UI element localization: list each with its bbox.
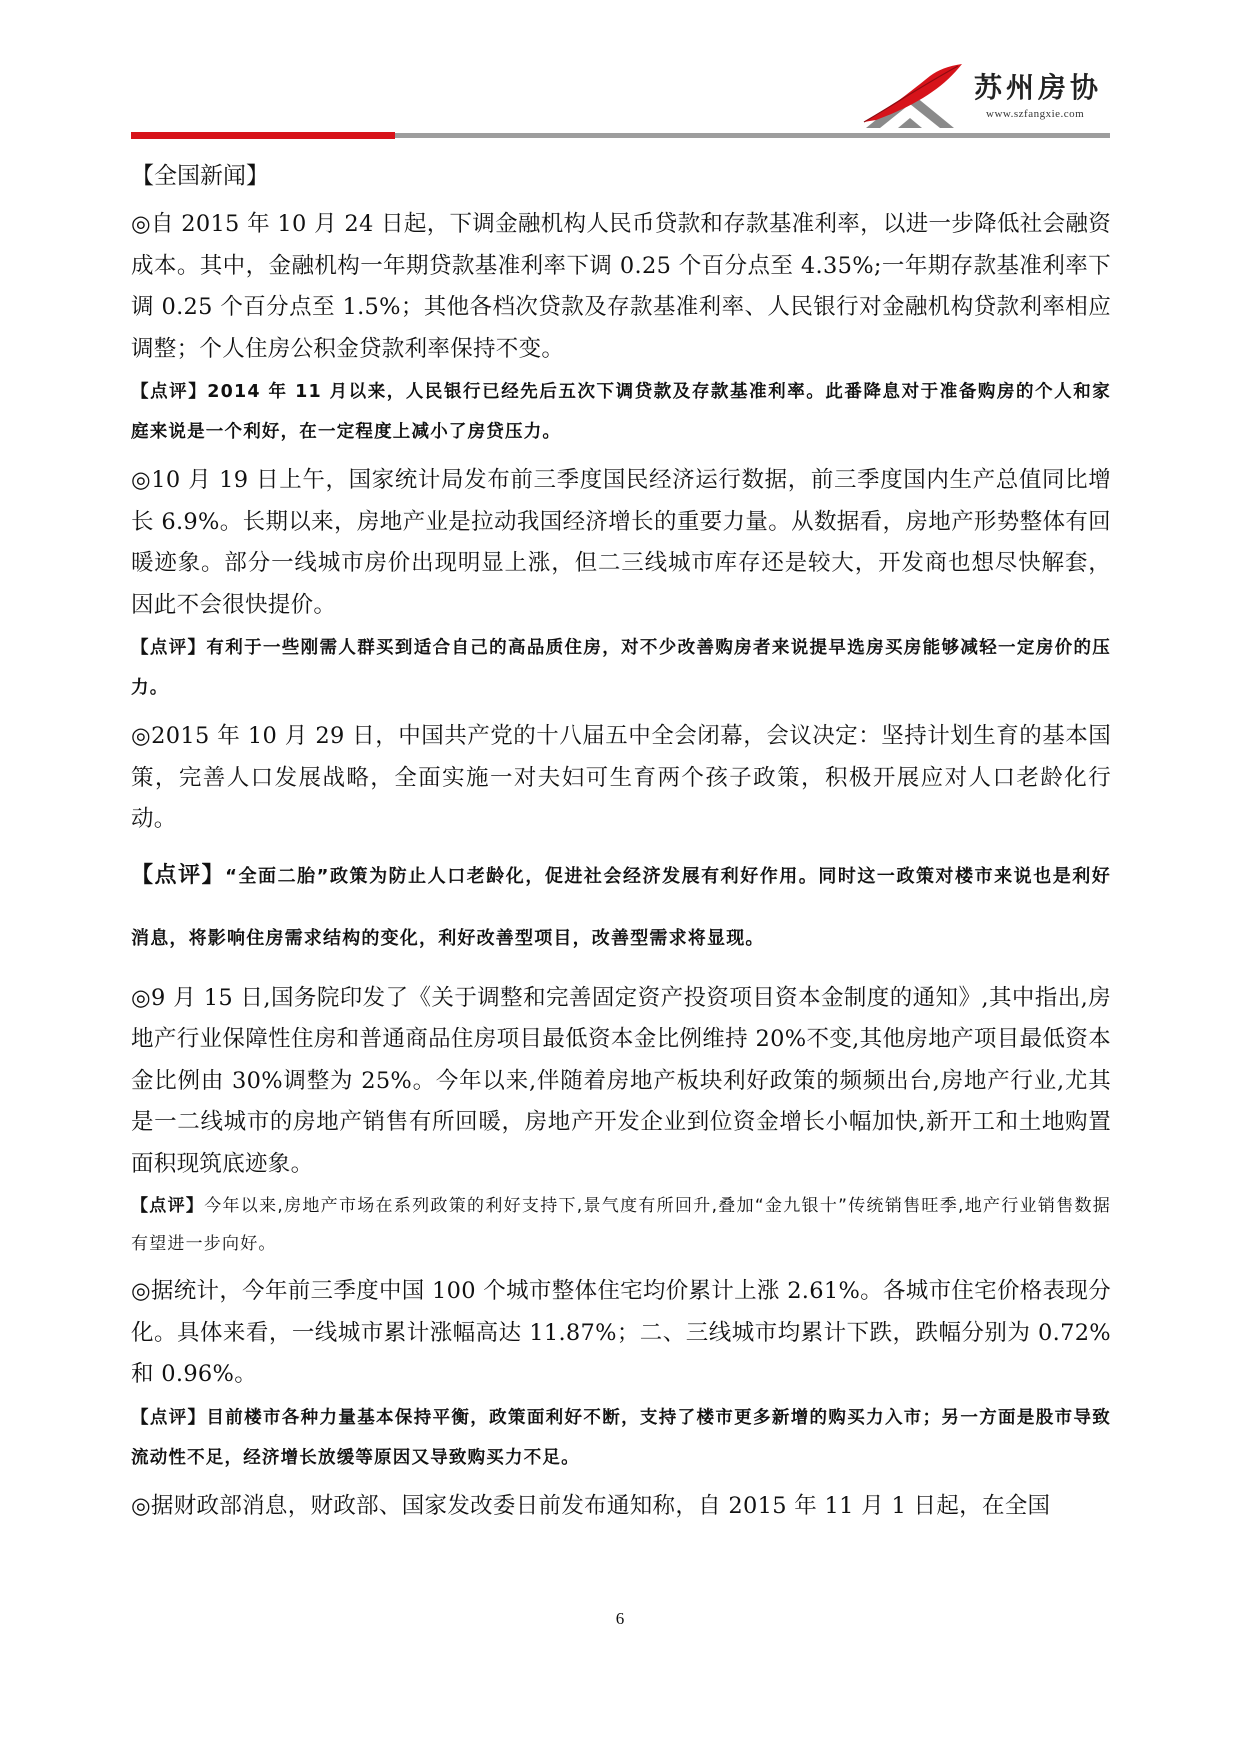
brand-name: 苏州房协 (974, 71, 1103, 104)
brand-url: www.szfangxie.com (986, 108, 1085, 120)
section-title: 【全国新闻】 (131, 163, 269, 189)
comment-tag: 【点评】 (131, 1407, 207, 1428)
comment-tag: 【点评】 (131, 862, 226, 888)
news-comment (131, 628, 1111, 708)
news-comment (131, 372, 1111, 452)
comment-text: 今年以来,房地产市场在系列政策的利好支持下,景气度有所回升,叠加“金九银十”传统销售旺季,地产行业销售数据有望进一步向好。 (131, 1196, 1111, 1254)
news-paragraph: ◎2015 年 10 月 29 日，中国共产党的十八届五中全会闭幕，会议决定：坚持计划生育的基本国策，完善人口发展战略，全面实施一对夫妇可生育两个孩子政策，积极开展应对人口老龄化行动。 (131, 723, 1111, 832)
comment-tag: 【点评】 (131, 382, 208, 402)
news-paragraph: ◎据统计，今年前三季度中国 100 个城市整体住宅均价累计上涨 2.61%。各城市住宅价格表现分化。具体来看，一线城市累计涨幅高达 11.87%；二、三线城市均累计下跌，跌幅分别为 0.72%和 0.96%。 (131, 1278, 1111, 1387)
news-paragraph: ◎9 月 15 日,国务院印发了《关于调整和完善固定资产投资项目资本金制度的通知》,其中指出,房地产行业保障性住房和普通商品住房项目最低资本金比例维持 20%不变,其他房地产项目最低资本金比例由 30%调整为 25%。今年以来,伴随着房地产板块利好政策的频频出台,房地产行业,尤其是一二线城市的房地产销售有所回暖，房地产开发企业到位资金增长小幅加快,新开工和土地购置面积现筑底迹象。 (131, 984, 1111, 1177)
header-divider-red (131, 132, 395, 139)
news-comment (131, 1187, 1111, 1263)
comment-tag: 【点评】 (131, 638, 207, 658)
news-comment (131, 1398, 1111, 1478)
news-comment (131, 845, 1111, 970)
page-header (0, 0, 1240, 150)
comment-text: 2014 年 11 月以来，人民银行已经先后五次下调贷款及存款基准利率。此番降息对于准备购房的个人和家庭来说是一个利好，在一定程度上减小了房贷压力。 (131, 382, 1111, 442)
page-number: 6 (615, 1609, 625, 1628)
news-paragraph: ◎自 2015 年 10 月 24 日起，下调金融机构人民币贷款和存款基准利率，以进一步降低社会融资成本。其中，金融机构一年期贷款基准利率下调 0.25 个百分点至 4.35%;一年期存款基准利率下调 0.25 个百分点至 1.5%；其他各档次贷款及存款基准利率、人民银行对金融机构贷款利率相应调整；个人住房公积金贷款利率保持不变。 (131, 211, 1111, 362)
red-quill-over-roof-icon (858, 62, 968, 132)
comment-text: “全面二胎”政策为防止人口老龄化，促进社会经济发展有利好作用。同时这一政策对楼市来说也是利好消息，将影响住房需求结构的变化，利好改善型项目，改善型需求将显现。 (131, 865, 1111, 949)
page-content (131, 156, 1111, 1527)
comment-text: 目前楼市各种力量基本保持平衡，政策面利好不断，支持了楼市更多新增的购买力入市；另一方面是股市导致流动性不足，经济增长放缓等原因又导致购买力不足。 (131, 1407, 1111, 1468)
comment-tag: 【点评】 (131, 1196, 205, 1216)
comment-text: 有利于一些刚需人群买到适合自己的高品质住房，对不少改善购房者来说提早选房买房能够减轻一定房价的压力。 (131, 638, 1111, 698)
news-paragraph: ◎据财政部消息，财政部、国家发改委日前发布通知称，自 2015 年 11 月 1 日起，在全国 (131, 1492, 1051, 1519)
news-paragraph: ◎10 月 19 日上午，国家统计局发布前三季度国民经济运行数据，前三季度国内生产总值同比增长 6.9%。长期以来，房地产业是拉动我国经济增长的重要力量。从数据看，房地产形势整体有回暖迹象。部分一线城市房价出现明显上涨，但二三线城市库存还是较大，开发商也想尽快解套，因此不会很快提价。 (131, 467, 1111, 618)
header-divider (131, 132, 1110, 139)
header-divider-gray (395, 133, 1110, 138)
